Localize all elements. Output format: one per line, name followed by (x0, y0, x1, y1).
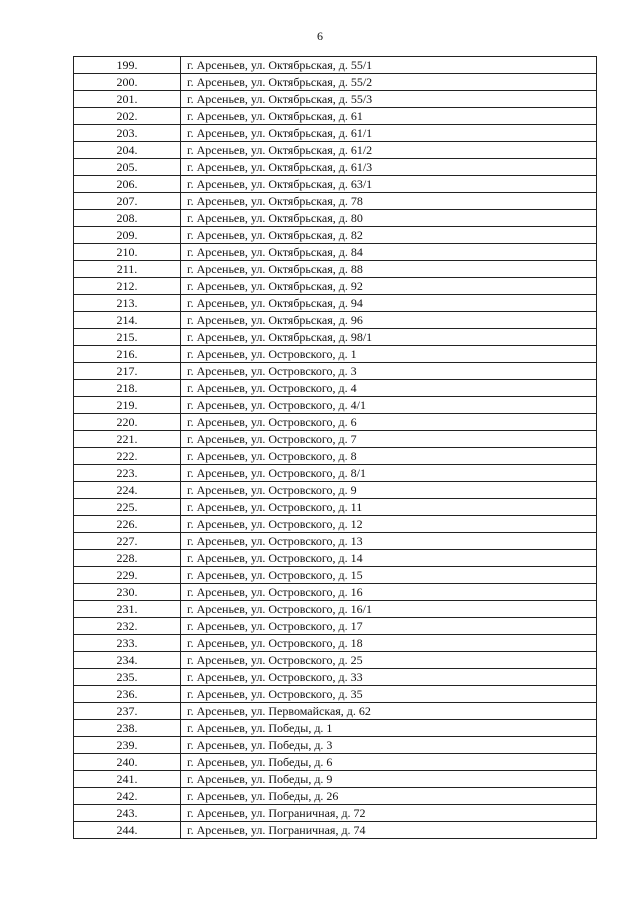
row-number: 226. (74, 516, 181, 533)
table-row (74, 210, 597, 227)
row-address: г. Арсеньев, ул. Первомайская, д. 62 (181, 703, 597, 720)
table-row (74, 737, 597, 754)
row-number: 232. (74, 618, 181, 635)
address-table (73, 56, 597, 839)
row-address: г. Арсеньев, ул. Островского, д. 25 (181, 652, 597, 669)
table-row (74, 482, 597, 499)
row-address: г. Арсеньев, ул. Октябрьская, д. 84 (181, 244, 597, 261)
row-address: г. Арсеньев, ул. Октябрьская, д. 61/2 (181, 142, 597, 159)
row-number: 231. (74, 601, 181, 618)
table-row (74, 176, 597, 193)
row-address: г. Арсеньев, ул. Островского, д. 13 (181, 533, 597, 550)
row-address: г. Арсеньев, ул. Островского, д. 33 (181, 669, 597, 686)
table-row (74, 703, 597, 720)
row-number: 238. (74, 720, 181, 737)
row-number: 225. (74, 499, 181, 516)
table-row (74, 159, 597, 176)
row-address: г. Арсеньев, ул. Островского, д. 18 (181, 635, 597, 652)
row-address: г. Арсеньев, ул. Островского, д. 8 (181, 448, 597, 465)
row-number: 242. (74, 788, 181, 805)
row-number: 239. (74, 737, 181, 754)
row-number: 218. (74, 380, 181, 397)
table-row (74, 652, 597, 669)
row-number: 236. (74, 686, 181, 703)
row-number: 217. (74, 363, 181, 380)
row-number: 244. (74, 822, 181, 839)
table-row (74, 567, 597, 584)
table-row (74, 499, 597, 516)
table-row (74, 363, 597, 380)
row-address: г. Арсеньев, ул. Островского, д. 6 (181, 414, 597, 431)
row-number: 216. (74, 346, 181, 363)
row-address: г. Арсеньев, ул. Октябрьская, д. 88 (181, 261, 597, 278)
table-row (74, 397, 597, 414)
row-number: 199. (74, 57, 181, 74)
row-address: г. Арсеньев, ул. Пограничная, д. 74 (181, 822, 597, 839)
table-row (74, 754, 597, 771)
row-address: г. Арсеньев, ул. Октябрьская, д. 61/1 (181, 125, 597, 142)
row-number: 213. (74, 295, 181, 312)
row-address: г. Арсеньев, ул. Победы, д. 6 (181, 754, 597, 771)
row-address: г. Арсеньев, ул. Победы, д. 26 (181, 788, 597, 805)
table-row (74, 822, 597, 839)
row-number: 205. (74, 159, 181, 176)
row-address: г. Арсеньев, ул. Октябрьская, д. 96 (181, 312, 597, 329)
table-row (74, 618, 597, 635)
row-number: 233. (74, 635, 181, 652)
table-row (74, 329, 597, 346)
row-number: 229. (74, 567, 181, 584)
row-address: г. Арсеньев, ул. Победы, д. 3 (181, 737, 597, 754)
table-row (74, 346, 597, 363)
row-address: г. Арсеньев, ул. Островского, д. 4/1 (181, 397, 597, 414)
table-row (74, 686, 597, 703)
row-address: г. Арсеньев, ул. Островского, д. 3 (181, 363, 597, 380)
table-row (74, 278, 597, 295)
table-row (74, 788, 597, 805)
row-number: 200. (74, 74, 181, 91)
row-address: г. Арсеньев, ул. Островского, д. 8/1 (181, 465, 597, 482)
row-number: 220. (74, 414, 181, 431)
row-number: 221. (74, 431, 181, 448)
row-number: 203. (74, 125, 181, 142)
address-table-body (74, 57, 597, 839)
row-number: 206. (74, 176, 181, 193)
table-row (74, 533, 597, 550)
table-row (74, 244, 597, 261)
row-address: г. Арсеньев, ул. Островского, д. 35 (181, 686, 597, 703)
row-number: 202. (74, 108, 181, 125)
table-row (74, 720, 597, 737)
table-row (74, 669, 597, 686)
row-number: 243. (74, 805, 181, 822)
table-row (74, 584, 597, 601)
table-row (74, 108, 597, 125)
table-row (74, 125, 597, 142)
table-row (74, 380, 597, 397)
table-row (74, 193, 597, 210)
row-number: 223. (74, 465, 181, 482)
row-number: 215. (74, 329, 181, 346)
table-row (74, 227, 597, 244)
table-row (74, 261, 597, 278)
row-number: 212. (74, 278, 181, 295)
row-number: 209. (74, 227, 181, 244)
table-row (74, 414, 597, 431)
row-number: 241. (74, 771, 181, 788)
row-number: 211. (74, 261, 181, 278)
row-address: г. Арсеньев, ул. Победы, д. 9 (181, 771, 597, 788)
row-address: г. Арсеньев, ул. Октябрьская, д. 98/1 (181, 329, 597, 346)
row-address: г. Арсеньев, ул. Октябрьская, д. 61/3 (181, 159, 597, 176)
row-number: 237. (74, 703, 181, 720)
table-row (74, 295, 597, 312)
table-row (74, 601, 597, 618)
table-row (74, 771, 597, 788)
row-address: г. Арсеньев, ул. Октябрьская, д. 55/2 (181, 74, 597, 91)
row-address: г. Арсеньев, ул. Октябрьская, д. 78 (181, 193, 597, 210)
row-number: 235. (74, 669, 181, 686)
row-number: 207. (74, 193, 181, 210)
row-number: 227. (74, 533, 181, 550)
row-address: г. Арсеньев, ул. Октябрьская, д. 92 (181, 278, 597, 295)
table-row (74, 516, 597, 533)
table-row (74, 91, 597, 108)
table-row (74, 74, 597, 91)
row-number: 224. (74, 482, 181, 499)
table-row (74, 448, 597, 465)
row-address: г. Арсеньев, ул. Островского, д. 1 (181, 346, 597, 363)
row-address: г. Арсеньев, ул. Островского, д. 4 (181, 380, 597, 397)
row-address: г. Арсеньев, ул. Октябрьская, д. 61 (181, 108, 597, 125)
row-address: г. Арсеньев, ул. Островского, д. 16/1 (181, 601, 597, 618)
row-address: г. Арсеньев, ул. Октябрьская, д. 94 (181, 295, 597, 312)
page-number: 6 (317, 29, 323, 43)
row-address: г. Арсеньев, ул. Октябрьская, д. 80 (181, 210, 597, 227)
row-address: г. Арсеньев, ул. Октябрьская, д. 63/1 (181, 176, 597, 193)
row-address: г. Арсеньев, ул. Победы, д. 1 (181, 720, 597, 737)
row-number: 208. (74, 210, 181, 227)
table-row (74, 142, 597, 159)
row-address: г. Арсеньев, ул. Октябрьская, д. 55/3 (181, 91, 597, 108)
table-row (74, 805, 597, 822)
table-row (74, 550, 597, 567)
table-row (74, 635, 597, 652)
row-number: 234. (74, 652, 181, 669)
table-row (74, 431, 597, 448)
row-address: г. Арсеньев, ул. Островского, д. 11 (181, 499, 597, 516)
table-row (74, 57, 597, 74)
row-address: г. Арсеньев, ул. Островского, д. 17 (181, 618, 597, 635)
row-number: 230. (74, 584, 181, 601)
row-address: г. Арсеньев, ул. Островского, д. 12 (181, 516, 597, 533)
row-number: 222. (74, 448, 181, 465)
row-number: 214. (74, 312, 181, 329)
row-address: г. Арсеньев, ул. Островского, д. 15 (181, 567, 597, 584)
row-address: г. Арсеньев, ул. Островского, д. 16 (181, 584, 597, 601)
row-address: г. Арсеньев, ул. Островского, д. 14 (181, 550, 597, 567)
row-address: г. Арсеньев, ул. Островского, д. 9 (181, 482, 597, 499)
row-number: 219. (74, 397, 181, 414)
row-number: 210. (74, 244, 181, 261)
row-number: 201. (74, 91, 181, 108)
row-number: 240. (74, 754, 181, 771)
row-number: 228. (74, 550, 181, 567)
table-row (74, 312, 597, 329)
table-row (74, 465, 597, 482)
row-address: г. Арсеньев, ул. Октябрьская, д. 55/1 (181, 57, 597, 74)
row-address: г. Арсеньев, ул. Октябрьская, д. 82 (181, 227, 597, 244)
row-number: 204. (74, 142, 181, 159)
row-address: г. Арсеньев, ул. Островского, д. 7 (181, 431, 597, 448)
row-address: г. Арсеньев, ул. Пограничная, д. 72 (181, 805, 597, 822)
